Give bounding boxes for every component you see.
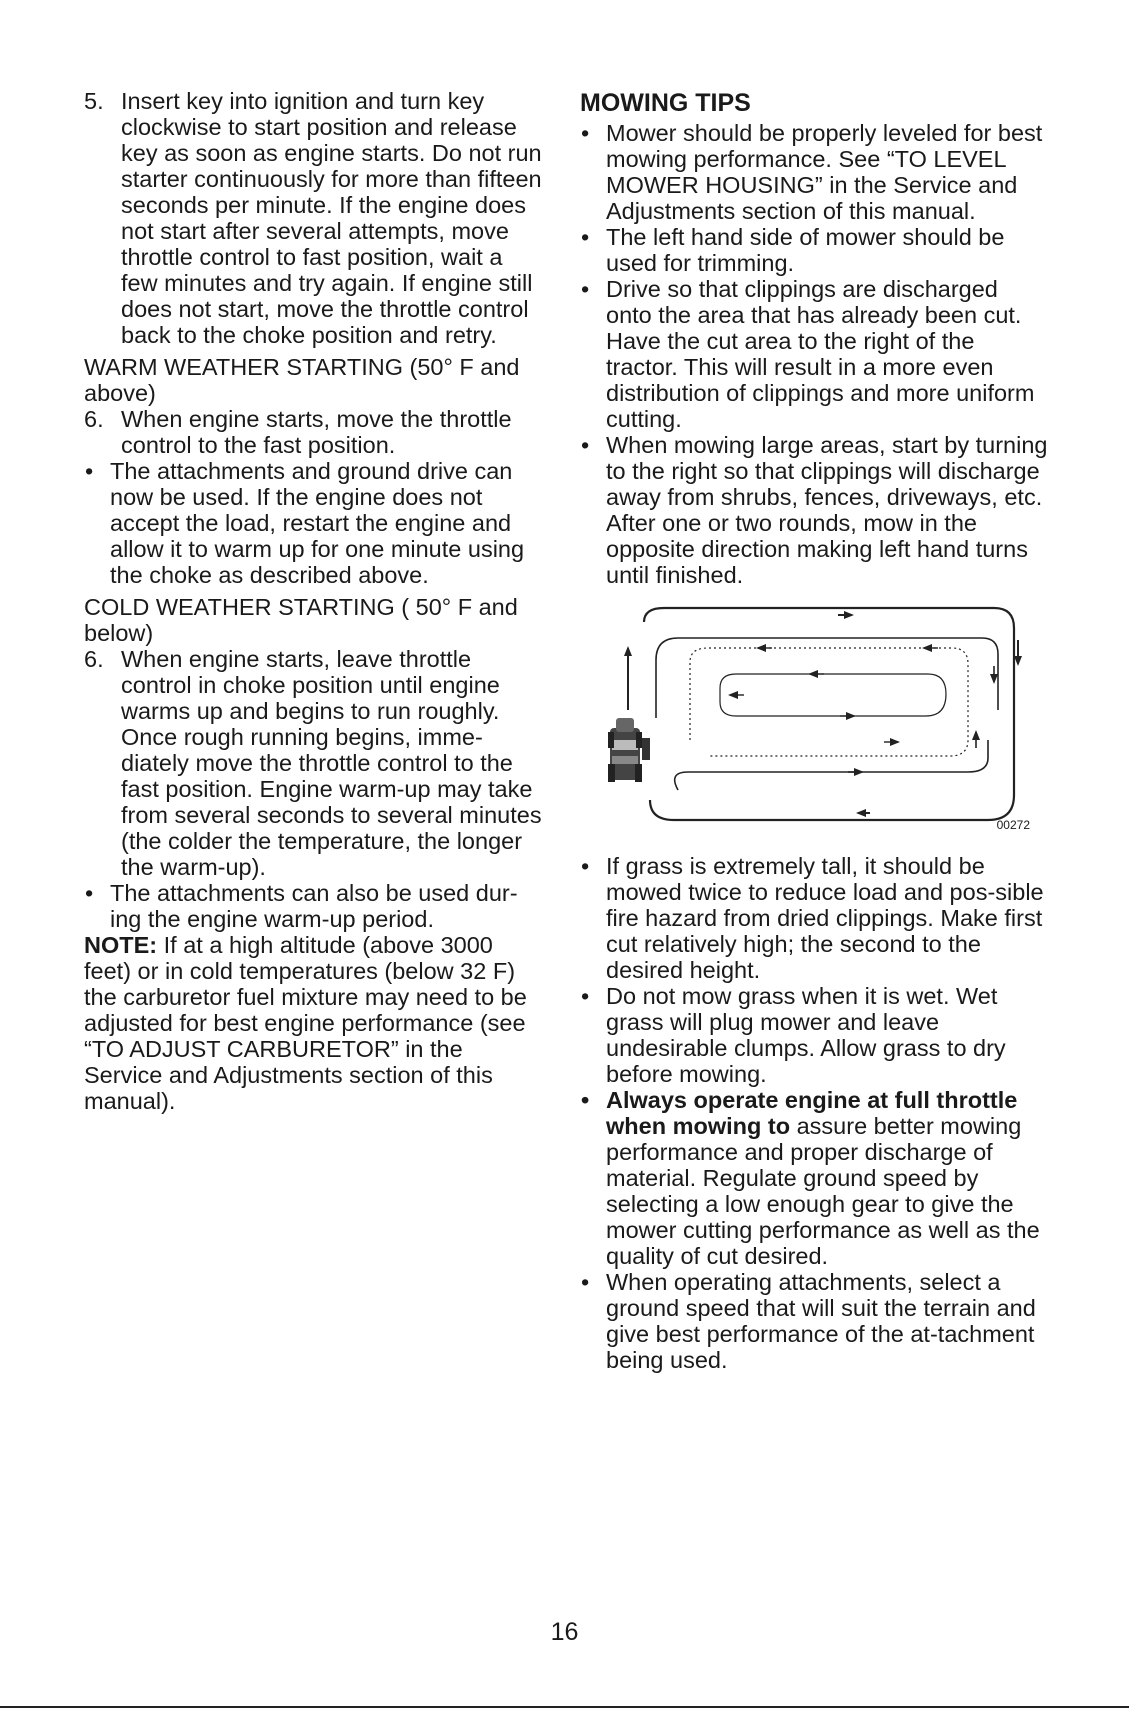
bullet-mark: • [85, 880, 94, 906]
step-number: 6. [84, 646, 104, 672]
bullet-text: The attachments can also be used dur-ing the engine warm-up period. [110, 880, 518, 932]
tip-wet-grass [580, 983, 1050, 1087]
bullet-text: When operating attachments, select a ground speed that will suit the terrain and give best performance of the at-tachment being used. [606, 1269, 1036, 1373]
bullet-bold-text: Always operate engine at full throttle when mowing to [606, 1087, 1018, 1139]
cold-step-6 [84, 646, 544, 880]
bottom-rule [0, 1706, 1129, 1708]
right-column [580, 88, 1050, 1373]
bullet-mark: • [581, 983, 590, 1009]
bullet-mark: • [581, 853, 590, 879]
mowing-path-diagram [608, 600, 1048, 835]
step-text: Insert key into ignition and turn key clockwise to start position and release key as soon as engine starts. Do not run starter continuously for more than fifteen seconds per minute. If the engine does not start after several attempts, move throttle control to fast position, wait a few minutes and try again. If engine still does not start, move the throttle control back to the choke position and retry. [121, 88, 542, 348]
note-text: If at a high altitude (above 3000 feet) or in cold temperatures (below 32 F) the carburetor fuel mixture may need to be adjusted for best engine performance (see “TO ADJUST CARBURETOR” in the Service and Adjustments section of this manual). [84, 932, 527, 1114]
bullet-mark: • [581, 276, 590, 302]
outer-path [644, 608, 1014, 820]
bullet-mark: • [581, 1269, 590, 1295]
second-path [656, 638, 998, 718]
mowing-pattern-figure [608, 600, 1048, 835]
tip-attachments [580, 1269, 1050, 1373]
bullet-text: Mower should be properly leveled for best mowing performance. See “TO LEVEL MOWER HOUSING” in the Service and Adjustments section of this manual. [606, 120, 1043, 224]
left-column [84, 88, 544, 1114]
mowing-tips-heading: MOWING TIPS [580, 89, 751, 117]
cold-bullet [84, 880, 544, 932]
tip-trimming [580, 224, 1050, 276]
bullet-mark: • [581, 224, 590, 250]
bullet-text: When mowing large areas, start by turning to the right so that clippings will discharge away from shrubs, fences, driveways, etc. After one or two rounds, mow in the opposite direction making left hand turns until finished. [606, 432, 1048, 588]
step-text: When engine starts, move the throttle control to the fast position. [121, 406, 512, 458]
tip-large-areas [580, 432, 1050, 588]
bullet-text: Do not mow grass when it is wet. Wet grass will plug mower and leave undesirable clumps. Allow grass to dry before mowing. [606, 983, 1006, 1087]
warm-bullet [84, 458, 544, 588]
bullet-mark: • [581, 432, 590, 458]
bullet-mark: • [581, 1087, 590, 1113]
page-number: 16 [550, 1618, 579, 1646]
bullet-text: If grass is extremely tall, it should be mowed twice to reduce load and pos-sible fire hazard from dried clippings. Make first cut relatively high; the second to the desired height. [606, 853, 1044, 983]
inner-path [720, 674, 946, 716]
tip-level-mower [580, 120, 1050, 224]
bullet-mark: • [581, 120, 590, 146]
tractor-icon [608, 718, 650, 782]
bullet-text: The attachments and ground drive can now be used. If the engine does not accept the load, restart the engine and allow it to warm up for one minute using the choke as described above. [110, 458, 525, 588]
step-5 [84, 88, 544, 348]
step-number: 5. [84, 88, 104, 114]
tip-tall-grass [580, 853, 1050, 983]
bullet-mark: • [85, 458, 94, 484]
cold-weather-heading: COLD WEATHER STARTING ( 50° F and below) [84, 594, 518, 646]
warm-step-6 [84, 406, 544, 458]
note-paragraph [84, 932, 544, 1114]
warm-weather-heading: WARM WEATHER STARTING (50° F and above) [84, 354, 520, 406]
third-path [690, 648, 968, 756]
bullet-text: The left hand side of mower should be used for trimming. [606, 224, 1005, 276]
bullet-rest-text: assure better mowing performance and proper discharge of material. Regulate ground speed by selecting a low enough gear to give the mower cutting performance as well as the quality of cut desired. [606, 1113, 1040, 1269]
bullet-text: Drive so that clippings are discharged onto the area that has already been cut. Have the cut area to the right of the tractor. This will result in a more even distribution of clippings and more uniform cutting. [606, 276, 1035, 432]
note-label: NOTE: [84, 932, 158, 958]
step-text: When engine starts, leave throttle control in choke position until engine warms up and begins to run roughly. Once rough running begins, imme-diately move the throttle control to the fast position. Engine warm-up may take from several seconds to several minutes (the colder the temperature, the longer the warm-up). [121, 646, 542, 880]
figure-code: 00272 [996, 818, 1030, 832]
step-number: 6. [84, 406, 104, 432]
tip-full-throttle [580, 1087, 1050, 1269]
bullet-text [606, 1087, 1050, 1269]
tip-discharge [580, 276, 1050, 432]
